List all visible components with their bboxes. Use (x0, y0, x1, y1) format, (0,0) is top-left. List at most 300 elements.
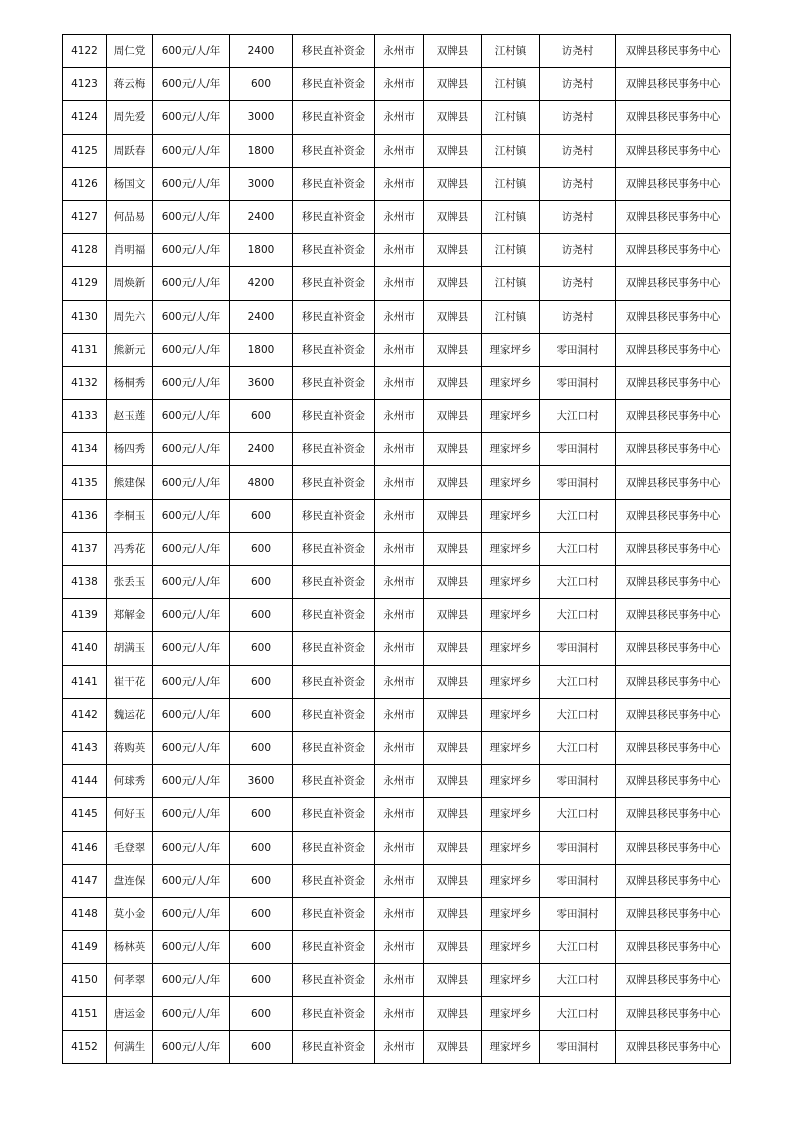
township-cell: 理家坪乡 (482, 433, 540, 466)
county-cell: 双牌县 (424, 698, 482, 731)
standard-cell: 600元/人/年 (153, 300, 230, 333)
name-cell: 肖明福 (107, 234, 153, 267)
table-row (63, 466, 731, 499)
standard-cell: 600元/人/年 (153, 433, 230, 466)
row-number-cell: 4126 (63, 167, 107, 200)
row-number-cell: 4152 (63, 1030, 107, 1063)
name-cell: 毛登翠 (107, 831, 153, 864)
name-cell: 杨四秀 (107, 433, 153, 466)
county-cell: 双牌县 (424, 599, 482, 632)
village-cell: 访尧村 (540, 35, 616, 68)
city-cell: 永州市 (375, 134, 424, 167)
amount-cell: 600 (230, 731, 293, 764)
township-cell: 理家坪乡 (482, 333, 540, 366)
village-cell: 零田洞村 (540, 897, 616, 930)
city-cell: 永州市 (375, 1030, 424, 1063)
county-cell: 双牌县 (424, 665, 482, 698)
township-cell: 理家坪乡 (482, 964, 540, 997)
county-cell: 双牌县 (424, 499, 482, 532)
agency-cell: 双牌县移民事务中心 (616, 765, 731, 798)
village-cell: 大江口村 (540, 964, 616, 997)
amount-cell: 3600 (230, 765, 293, 798)
city-cell: 永州市 (375, 101, 424, 134)
township-cell: 理家坪乡 (482, 632, 540, 665)
township-cell: 江村镇 (482, 234, 540, 267)
standard-cell: 600元/人/年 (153, 366, 230, 399)
township-cell: 江村镇 (482, 101, 540, 134)
township-cell: 理家坪乡 (482, 731, 540, 764)
amount-cell: 600 (230, 931, 293, 964)
name-cell: 何孝翠 (107, 964, 153, 997)
name-cell: 熊新元 (107, 333, 153, 366)
village-cell: 大江口村 (540, 499, 616, 532)
township-cell: 江村镇 (482, 134, 540, 167)
standard-cell: 600元/人/年 (153, 566, 230, 599)
table-row (63, 499, 731, 532)
fund-type-cell: 移民直补资金 (293, 532, 375, 565)
city-cell: 永州市 (375, 167, 424, 200)
amount-cell: 600 (230, 831, 293, 864)
fund-type-cell: 移民直补资金 (293, 366, 375, 399)
standard-cell: 600元/人/年 (153, 499, 230, 532)
county-cell: 双牌县 (424, 897, 482, 930)
village-cell: 零田洞村 (540, 466, 616, 499)
table-row (63, 433, 731, 466)
county-cell: 双牌县 (424, 1030, 482, 1063)
village-cell: 大江口村 (540, 599, 616, 632)
subsidy-table (62, 34, 731, 1064)
row-number-cell: 4150 (63, 964, 107, 997)
village-cell: 零田洞村 (540, 433, 616, 466)
amount-cell: 600 (230, 68, 293, 101)
township-cell: 江村镇 (482, 300, 540, 333)
row-number-cell: 4140 (63, 632, 107, 665)
township-cell: 理家坪乡 (482, 798, 540, 831)
table-row (63, 897, 731, 930)
fund-type-cell: 移民直补资金 (293, 433, 375, 466)
county-cell: 双牌县 (424, 101, 482, 134)
city-cell: 永州市 (375, 400, 424, 433)
city-cell: 永州市 (375, 964, 424, 997)
fund-type-cell: 移民直补资金 (293, 35, 375, 68)
row-number-cell: 4123 (63, 68, 107, 101)
city-cell: 永州市 (375, 267, 424, 300)
amount-cell: 600 (230, 400, 293, 433)
agency-cell: 双牌县移民事务中心 (616, 831, 731, 864)
name-cell: 唐运金 (107, 997, 153, 1030)
fund-type-cell: 移民直补资金 (293, 200, 375, 233)
amount-cell: 2400 (230, 300, 293, 333)
name-cell: 周焕新 (107, 267, 153, 300)
agency-cell: 双牌县移民事务中心 (616, 300, 731, 333)
row-number-cell: 4145 (63, 798, 107, 831)
standard-cell: 600元/人/年 (153, 1030, 230, 1063)
county-cell: 双牌县 (424, 931, 482, 964)
agency-cell: 双牌县移民事务中心 (616, 1030, 731, 1063)
standard-cell: 600元/人/年 (153, 765, 230, 798)
township-cell: 江村镇 (482, 68, 540, 101)
amount-cell: 600 (230, 698, 293, 731)
row-number-cell: 4147 (63, 864, 107, 897)
name-cell: 张丢玉 (107, 566, 153, 599)
table-row (63, 997, 731, 1030)
county-cell: 双牌县 (424, 68, 482, 101)
amount-cell: 600 (230, 665, 293, 698)
fund-type-cell: 移民直补资金 (293, 101, 375, 134)
agency-cell: 双牌县移民事务中心 (616, 698, 731, 731)
city-cell: 永州市 (375, 433, 424, 466)
county-cell: 双牌县 (424, 964, 482, 997)
table-row (63, 267, 731, 300)
row-number-cell: 4143 (63, 731, 107, 764)
agency-cell: 双牌县移民事务中心 (616, 68, 731, 101)
township-cell: 理家坪乡 (482, 566, 540, 599)
county-cell: 双牌县 (424, 997, 482, 1030)
table-row (63, 831, 731, 864)
table-row (63, 931, 731, 964)
name-cell: 杨国文 (107, 167, 153, 200)
county-cell: 双牌县 (424, 35, 482, 68)
standard-cell: 600元/人/年 (153, 134, 230, 167)
table-row (63, 864, 731, 897)
agency-cell: 双牌县移民事务中心 (616, 964, 731, 997)
agency-cell: 双牌县移民事务中心 (616, 665, 731, 698)
township-cell: 理家坪乡 (482, 665, 540, 698)
village-cell: 大江口村 (540, 532, 616, 565)
agency-cell: 双牌县移民事务中心 (616, 566, 731, 599)
agency-cell: 双牌县移民事务中心 (616, 499, 731, 532)
amount-cell: 4800 (230, 466, 293, 499)
amount-cell: 600 (230, 566, 293, 599)
city-cell: 永州市 (375, 333, 424, 366)
township-cell: 理家坪乡 (482, 931, 540, 964)
row-number-cell: 4124 (63, 101, 107, 134)
amount-cell: 600 (230, 798, 293, 831)
fund-type-cell: 移民直补资金 (293, 167, 375, 200)
agency-cell: 双牌县移民事务中心 (616, 433, 731, 466)
standard-cell: 600元/人/年 (153, 964, 230, 997)
amount-cell: 600 (230, 897, 293, 930)
name-cell: 魏运花 (107, 698, 153, 731)
table-row (63, 1030, 731, 1063)
village-cell: 大江口村 (540, 997, 616, 1030)
row-number-cell: 4146 (63, 831, 107, 864)
township-cell: 理家坪乡 (482, 1030, 540, 1063)
agency-cell: 双牌县移民事务中心 (616, 333, 731, 366)
row-number-cell: 4138 (63, 566, 107, 599)
fund-type-cell: 移民直补资金 (293, 234, 375, 267)
name-cell: 熊建保 (107, 466, 153, 499)
amount-cell: 3600 (230, 366, 293, 399)
village-cell: 访尧村 (540, 167, 616, 200)
village-cell: 大江口村 (540, 931, 616, 964)
table-row (63, 333, 731, 366)
village-cell: 零田洞村 (540, 765, 616, 798)
township-cell: 理家坪乡 (482, 499, 540, 532)
city-cell: 永州市 (375, 864, 424, 897)
county-cell: 双牌县 (424, 532, 482, 565)
standard-cell: 600元/人/年 (153, 665, 230, 698)
fund-type-cell: 移民直补资金 (293, 333, 375, 366)
township-cell: 江村镇 (482, 200, 540, 233)
standard-cell: 600元/人/年 (153, 698, 230, 731)
name-cell: 何品易 (107, 200, 153, 233)
table-row (63, 566, 731, 599)
fund-type-cell: 移民直补资金 (293, 400, 375, 433)
amount-cell: 600 (230, 864, 293, 897)
amount-cell: 1800 (230, 234, 293, 267)
standard-cell: 600元/人/年 (153, 200, 230, 233)
table-row (63, 632, 731, 665)
table-row (63, 134, 731, 167)
county-cell: 双牌县 (424, 731, 482, 764)
name-cell: 冯秀花 (107, 532, 153, 565)
township-cell: 理家坪乡 (482, 897, 540, 930)
amount-cell: 600 (230, 997, 293, 1030)
row-number-cell: 4131 (63, 333, 107, 366)
amount-cell: 3000 (230, 167, 293, 200)
row-number-cell: 4132 (63, 366, 107, 399)
table-row (63, 167, 731, 200)
agency-cell: 双牌县移民事务中心 (616, 798, 731, 831)
amount-cell: 600 (230, 532, 293, 565)
standard-cell: 600元/人/年 (153, 532, 230, 565)
city-cell: 永州市 (375, 931, 424, 964)
fund-type-cell: 移民直补资金 (293, 566, 375, 599)
fund-type-cell: 移民直补资金 (293, 665, 375, 698)
standard-cell: 600元/人/年 (153, 731, 230, 764)
row-number-cell: 4122 (63, 35, 107, 68)
row-number-cell: 4130 (63, 300, 107, 333)
standard-cell: 600元/人/年 (153, 333, 230, 366)
county-cell: 双牌县 (424, 134, 482, 167)
fund-type-cell: 移民直补资金 (293, 1030, 375, 1063)
fund-type-cell: 移民直补资金 (293, 68, 375, 101)
row-number-cell: 4127 (63, 200, 107, 233)
county-cell: 双牌县 (424, 366, 482, 399)
name-cell: 盘连保 (107, 864, 153, 897)
fund-type-cell: 移民直补资金 (293, 300, 375, 333)
name-cell: 周先爱 (107, 101, 153, 134)
name-cell: 杨桐秀 (107, 366, 153, 399)
fund-type-cell: 移民直补资金 (293, 798, 375, 831)
amount-cell: 600 (230, 599, 293, 632)
amount-cell: 2400 (230, 35, 293, 68)
village-cell: 大江口村 (540, 798, 616, 831)
amount-cell: 2400 (230, 200, 293, 233)
table-row (63, 798, 731, 831)
standard-cell: 600元/人/年 (153, 897, 230, 930)
city-cell: 永州市 (375, 566, 424, 599)
city-cell: 永州市 (375, 68, 424, 101)
fund-type-cell: 移民直补资金 (293, 964, 375, 997)
row-number-cell: 4142 (63, 698, 107, 731)
row-number-cell: 4135 (63, 466, 107, 499)
standard-cell: 600元/人/年 (153, 267, 230, 300)
city-cell: 永州市 (375, 532, 424, 565)
amount-cell: 4200 (230, 267, 293, 300)
county-cell: 双牌县 (424, 400, 482, 433)
fund-type-cell: 移民直补资金 (293, 599, 375, 632)
agency-cell: 双牌县移民事务中心 (616, 200, 731, 233)
city-cell: 永州市 (375, 234, 424, 267)
fund-type-cell: 移民直补资金 (293, 466, 375, 499)
agency-cell: 双牌县移民事务中心 (616, 931, 731, 964)
township-cell: 理家坪乡 (482, 997, 540, 1030)
row-number-cell: 4134 (63, 433, 107, 466)
row-number-cell: 4128 (63, 234, 107, 267)
name-cell: 周跃春 (107, 134, 153, 167)
city-cell: 永州市 (375, 35, 424, 68)
row-number-cell: 4151 (63, 997, 107, 1030)
agency-cell: 双牌县移民事务中心 (616, 101, 731, 134)
standard-cell: 600元/人/年 (153, 997, 230, 1030)
agency-cell: 双牌县移民事务中心 (616, 134, 731, 167)
name-cell: 杨林英 (107, 931, 153, 964)
city-cell: 永州市 (375, 200, 424, 233)
standard-cell: 600元/人/年 (153, 68, 230, 101)
township-cell: 理家坪乡 (482, 765, 540, 798)
standard-cell: 600元/人/年 (153, 798, 230, 831)
amount-cell: 600 (230, 964, 293, 997)
table-row (63, 366, 731, 399)
city-cell: 永州市 (375, 665, 424, 698)
table-row (63, 400, 731, 433)
village-cell: 访尧村 (540, 300, 616, 333)
agency-cell: 双牌县移民事务中心 (616, 532, 731, 565)
amount-cell: 600 (230, 1030, 293, 1063)
township-cell: 江村镇 (482, 267, 540, 300)
village-cell: 访尧村 (540, 134, 616, 167)
standard-cell: 600元/人/年 (153, 35, 230, 68)
township-cell: 理家坪乡 (482, 698, 540, 731)
name-cell: 蒋购英 (107, 731, 153, 764)
village-cell: 访尧村 (540, 267, 616, 300)
standard-cell: 600元/人/年 (153, 864, 230, 897)
village-cell: 零田洞村 (540, 333, 616, 366)
city-cell: 永州市 (375, 997, 424, 1030)
county-cell: 双牌县 (424, 798, 482, 831)
standard-cell: 600元/人/年 (153, 599, 230, 632)
table-row (63, 101, 731, 134)
row-number-cell: 4136 (63, 499, 107, 532)
agency-cell: 双牌县移民事务中心 (616, 466, 731, 499)
name-cell: 周先六 (107, 300, 153, 333)
agency-cell: 双牌县移民事务中心 (616, 997, 731, 1030)
table-row (63, 200, 731, 233)
village-cell: 零田洞村 (540, 366, 616, 399)
township-cell: 理家坪乡 (482, 466, 540, 499)
village-cell: 零田洞村 (540, 632, 616, 665)
city-cell: 永州市 (375, 466, 424, 499)
table-row (63, 731, 731, 764)
standard-cell: 600元/人/年 (153, 931, 230, 964)
table-row (63, 68, 731, 101)
standard-cell: 600元/人/年 (153, 234, 230, 267)
name-cell: 周仁党 (107, 35, 153, 68)
county-cell: 双牌县 (424, 566, 482, 599)
village-cell: 访尧村 (540, 101, 616, 134)
standard-cell: 600元/人/年 (153, 632, 230, 665)
county-cell: 双牌县 (424, 234, 482, 267)
agency-cell: 双牌县移民事务中心 (616, 400, 731, 433)
agency-cell: 双牌县移民事务中心 (616, 267, 731, 300)
county-cell: 双牌县 (424, 267, 482, 300)
row-number-cell: 4144 (63, 765, 107, 798)
township-cell: 理家坪乡 (482, 599, 540, 632)
township-cell: 理家坪乡 (482, 532, 540, 565)
village-cell: 访尧村 (540, 234, 616, 267)
amount-cell: 1800 (230, 134, 293, 167)
village-cell: 大江口村 (540, 731, 616, 764)
county-cell: 双牌县 (424, 765, 482, 798)
township-cell: 江村镇 (482, 35, 540, 68)
name-cell: 何满生 (107, 1030, 153, 1063)
city-cell: 永州市 (375, 731, 424, 764)
village-cell: 大江口村 (540, 400, 616, 433)
row-number-cell: 4133 (63, 400, 107, 433)
table-row (63, 964, 731, 997)
row-number-cell: 4137 (63, 532, 107, 565)
standard-cell: 600元/人/年 (153, 167, 230, 200)
agency-cell: 双牌县移民事务中心 (616, 599, 731, 632)
county-cell: 双牌县 (424, 433, 482, 466)
county-cell: 双牌县 (424, 864, 482, 897)
agency-cell: 双牌县移民事务中心 (616, 167, 731, 200)
table-row (63, 234, 731, 267)
fund-type-cell: 移民直补资金 (293, 831, 375, 864)
county-cell: 双牌县 (424, 831, 482, 864)
fund-type-cell: 移民直补资金 (293, 897, 375, 930)
table-row (63, 300, 731, 333)
city-cell: 永州市 (375, 831, 424, 864)
city-cell: 永州市 (375, 698, 424, 731)
name-cell: 赵玉莲 (107, 400, 153, 433)
row-number-cell: 4139 (63, 599, 107, 632)
village-cell: 大江口村 (540, 566, 616, 599)
agency-cell: 双牌县移民事务中心 (616, 234, 731, 267)
city-cell: 永州市 (375, 897, 424, 930)
name-cell: 何好玉 (107, 798, 153, 831)
fund-type-cell: 移民直补资金 (293, 864, 375, 897)
township-cell: 理家坪乡 (482, 400, 540, 433)
village-cell: 访尧村 (540, 68, 616, 101)
fund-type-cell: 移民直补资金 (293, 499, 375, 532)
table-row (63, 765, 731, 798)
fund-type-cell: 移民直补资金 (293, 731, 375, 764)
county-cell: 双牌县 (424, 632, 482, 665)
city-cell: 永州市 (375, 499, 424, 532)
name-cell: 李桐玉 (107, 499, 153, 532)
amount-cell: 1800 (230, 333, 293, 366)
table-row (63, 599, 731, 632)
standard-cell: 600元/人/年 (153, 831, 230, 864)
agency-cell: 双牌县移民事务中心 (616, 366, 731, 399)
row-number-cell: 4148 (63, 897, 107, 930)
fund-type-cell: 移民直补资金 (293, 632, 375, 665)
table-row (63, 665, 731, 698)
name-cell: 蒋云梅 (107, 68, 153, 101)
amount-cell: 2400 (230, 433, 293, 466)
table-row (63, 698, 731, 731)
village-cell: 访尧村 (540, 200, 616, 233)
agency-cell: 双牌县移民事务中心 (616, 897, 731, 930)
name-cell: 胡满玉 (107, 632, 153, 665)
county-cell: 双牌县 (424, 466, 482, 499)
name-cell: 郑解金 (107, 599, 153, 632)
agency-cell: 双牌县移民事务中心 (616, 731, 731, 764)
fund-type-cell: 移民直补资金 (293, 698, 375, 731)
